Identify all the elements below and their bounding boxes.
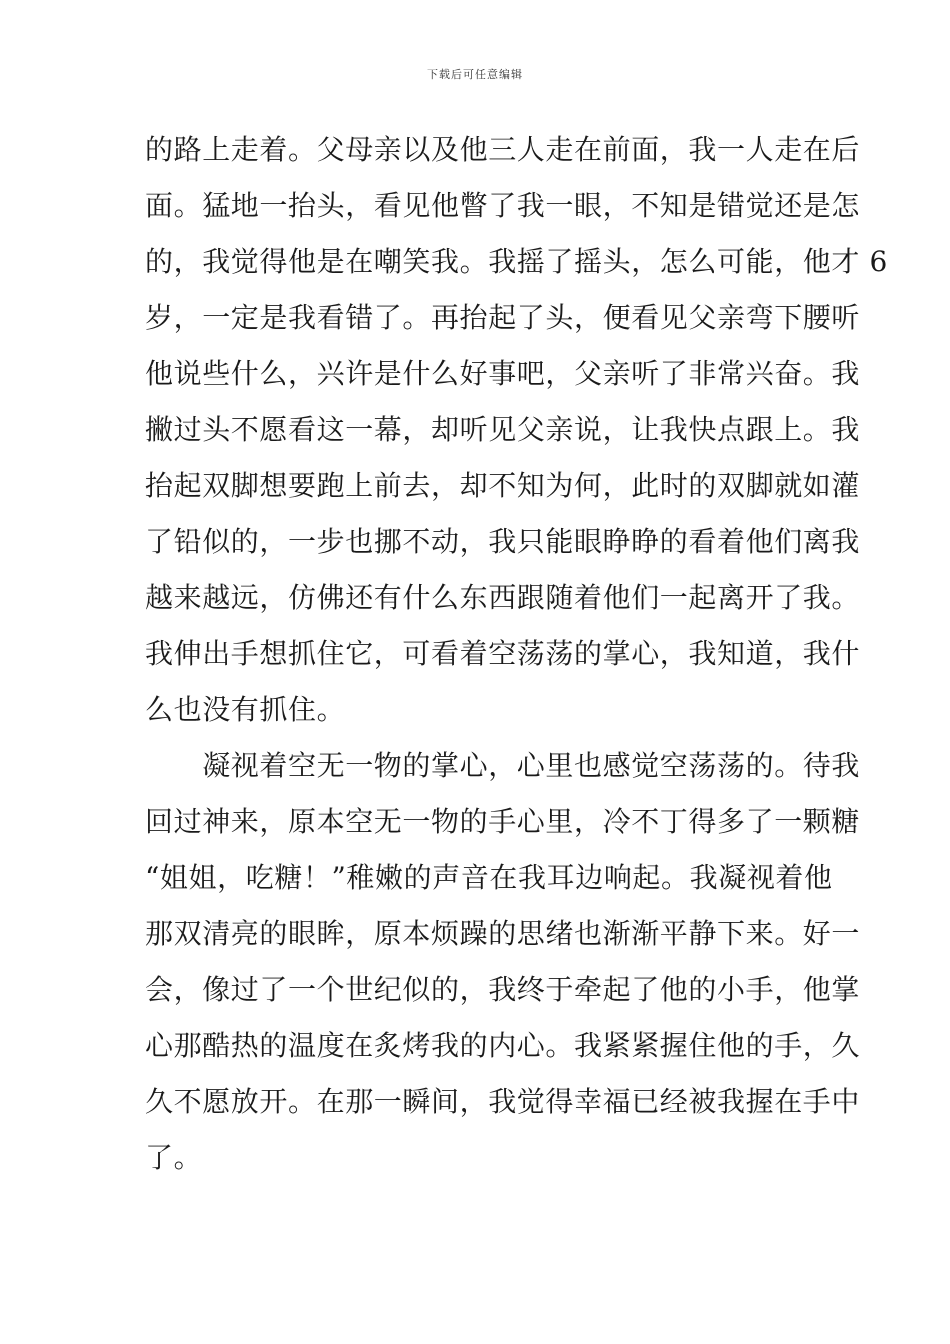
text-line: 越来越远，仿佛还有什么东西跟随着他们一起离开了我。: [145, 581, 861, 614]
text-line: 回过神来，原本空无一物的手心里，冷不丁得多了一颗糖: [145, 805, 861, 838]
text-line: 久不愿放开。在那一瞬间，我觉得幸福已经被我握在手中: [145, 1085, 861, 1118]
text-line: 心那酷热的温度在炙烤我的内心。我紧紧握住他的手，久: [145, 1029, 861, 1062]
page-header: 下载后可任意编辑: [427, 68, 523, 81]
text-line: 会，像过了一个世纪似的，我终于牵起了他的小手，他掌: [145, 973, 861, 1006]
text-line: 那双清亮的眼眸，原本烦躁的思绪也渐渐平静下来。好一: [145, 917, 861, 950]
text-line: 他说些什么，兴许是什么好事吧，父亲听了非常兴奋。我: [145, 357, 861, 390]
text-line: 凝视着空无一物的掌心，心里也感觉空荡荡的。待我: [145, 749, 861, 782]
text-line: 岁，一定是我看错了。再抬起了头，便看见父亲弯下腰听: [145, 301, 861, 334]
text-line: 么也没有抓住。: [145, 693, 346, 726]
text-line: 抬起双脚想要跑上前去，却不知为何，此时的双脚就如灌: [145, 469, 861, 502]
document-body: [145, 122, 888, 1186]
text-line: 我伸出手想抓住它，可看着空荡荡的掌心，我知道，我什: [145, 637, 861, 670]
text-line: 的，我觉得他是在嘲笑我。我摇了摇头，怎么可能，他才 6: [145, 245, 888, 278]
text-line: “姐姐，吃糖！”稚嫩的声音在我耳边响起。我凝视着他: [145, 861, 833, 894]
text-line: 了铅似的，一步也挪不动，我只能眼睁睁的看着他们离我: [145, 525, 861, 558]
text-line: 的路上走着。父母亲以及他三人走在前面，我一人走在后: [145, 133, 861, 166]
text-line: 了。: [145, 1141, 203, 1174]
text-line: 面。猛地一抬头，看见他瞥了我一眼，不知是错觉还是怎: [145, 189, 861, 222]
text-line: 撇过头不愿看这一幕，却听见父亲说，让我快点跟上。我: [145, 413, 861, 446]
